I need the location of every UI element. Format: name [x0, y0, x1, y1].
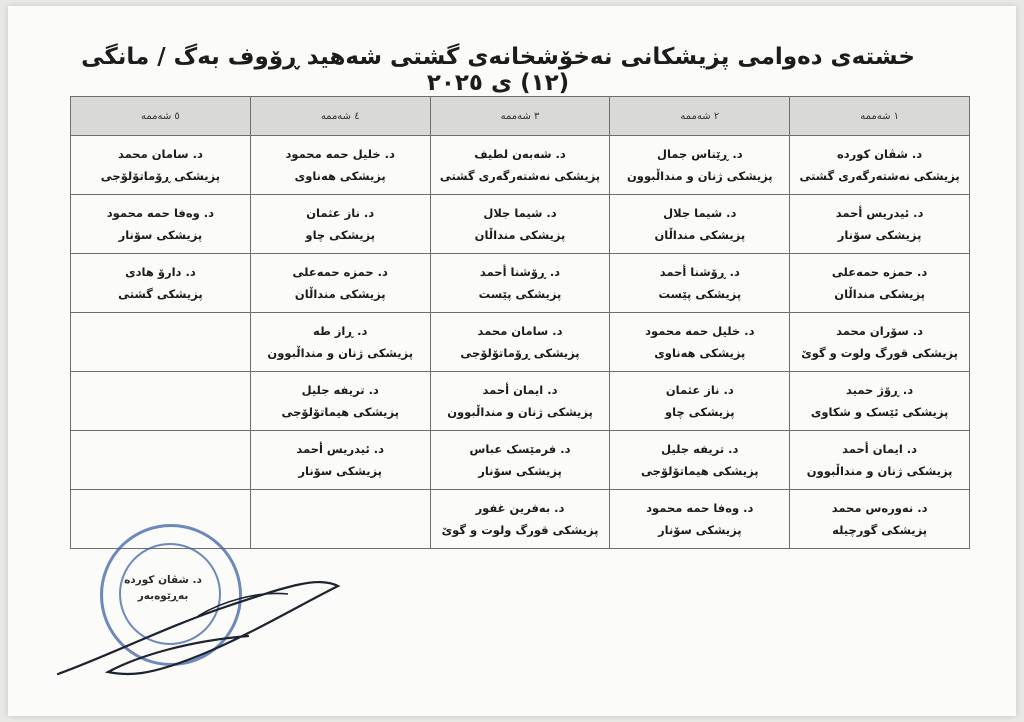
doctor-specialty: پزیشکی نەشتەرگەری گشتی [439, 168, 601, 183]
schedule-cell [430, 431, 610, 490]
doctor-name: د. سامان محمد [117, 146, 203, 161]
doctor-name: د. ڕێناس جمال [657, 146, 743, 161]
schedule-cell [430, 313, 610, 372]
header-row [71, 97, 970, 136]
doctor-specialty: پزیشکی سۆنار [837, 227, 922, 242]
schedule-cell [250, 490, 430, 549]
doctor-name: د. شیما جلال [483, 205, 557, 220]
doctor-name: د. ڕاز طه [312, 323, 368, 338]
schedule-cell [610, 490, 790, 549]
schedule-cell [71, 136, 251, 195]
table-row [71, 431, 970, 490]
doctor-specialty: پزیشکی ڕۆماتۆلۆجی [100, 168, 221, 183]
doctor-specialty: پزیشکی پێست [658, 286, 742, 301]
column-header-day-4: ٤ شەممە [250, 97, 430, 136]
doctor-name: د. شەبەن لطیف [474, 146, 566, 161]
doctor-name: د. ایمان أحمد [842, 441, 918, 456]
doctor-name: د. خلیل حمە محمود [645, 323, 755, 338]
doctor-specialty: پزیشکی پێست [478, 286, 562, 301]
schedule-cell [610, 254, 790, 313]
doctor-name: د. سۆران محمد [836, 323, 924, 338]
doctor-specialty: پزیشکی ئێسک و شکاوی [810, 404, 949, 419]
schedule-cell [790, 490, 970, 549]
signer-role: بەڕێوەبەر [137, 590, 189, 602]
doctor-specialty: پزیشکی چاو [305, 227, 375, 242]
doctor-specialty: پزیشکی هیماتۆلۆجی [641, 463, 759, 478]
doctor-name: د. ڕۆشنا أحمد [479, 264, 561, 279]
schedule-cell [610, 195, 790, 254]
doctor-specialty: پزیشکی سۆنار [478, 463, 562, 478]
schedule-cell [71, 372, 251, 431]
schedule-cell [610, 372, 790, 431]
doctor-name: د. فرمێسک عباس [469, 441, 571, 456]
column-header-day-2: ٢ شەممە [610, 97, 790, 136]
schedule-table [70, 96, 970, 549]
schedule-cell [430, 254, 610, 313]
page-title: خشتەی دەوامی پزیشکانی نەخۆشخانەی گشتی شەهید ڕۆوف بەگ / مانگی (١٢) ی ٢٠٢٥ [81, 44, 915, 96]
schedule-cell [430, 490, 610, 549]
schedule-cell [430, 195, 610, 254]
column-header-day-3: ٣ شەممە [430, 97, 610, 136]
doctor-specialty: پزیشکی منداڵان [834, 286, 925, 301]
doctor-name: د. بەفرین غفور [475, 500, 565, 515]
doctor-specialty: پزیشکی منداڵان [654, 227, 746, 242]
doctor-name: د. دارۆ هادی [125, 264, 196, 279]
doctor-specialty: پزیشکی ژنان و منداڵبوون [267, 345, 414, 360]
doctor-specialty: پزیشکی قورگ ولوت و گوێ [801, 345, 958, 360]
doctor-name: د. ئیدریس أحمد [835, 205, 924, 220]
doctor-name: د. تریفە جلیل [301, 382, 379, 397]
doctor-name: د. شیما جلال [663, 205, 737, 220]
doctor-specialty: پزیشکی قورگ ولوت و گوێ [441, 522, 599, 537]
doctor-name: د. ناز عثمان [665, 382, 734, 397]
schedule-cell [790, 136, 970, 195]
schedule-cell [790, 313, 970, 372]
schedule-cell [250, 313, 430, 372]
doctor-name: د. حمزە حمەعلی [831, 264, 928, 279]
signature-block [118, 572, 208, 604]
signature-scribble [48, 546, 348, 686]
table-row [71, 313, 970, 372]
doctor-name: د. حمزە حمەعلی [292, 264, 388, 279]
doctor-name: د. ایمان أحمد [482, 382, 558, 397]
schedule-cell [430, 372, 610, 431]
doctor-specialty: پزیشکی گورچیلە [832, 522, 928, 537]
doctor-name: د. شڤان کوردە [836, 146, 923, 161]
schedule-cell [71, 431, 251, 490]
doctor-specialty: پزیشکی هیماتۆلۆجی [281, 404, 399, 419]
schedule-cell [250, 254, 430, 313]
doctor-specialty: پزیشکی منداڵان [294, 286, 386, 301]
schedule-cell [790, 195, 970, 254]
doctor-specialty: پزیشکی ڕۆماتۆلۆجی [460, 345, 580, 360]
table-row [71, 254, 970, 313]
schedule-cell [71, 313, 251, 372]
table-row [71, 195, 970, 254]
doctor-name: د. تریفە جلیل [661, 441, 739, 456]
schedule-cell [250, 372, 430, 431]
doctor-name: د. ناز عثمان [306, 205, 375, 220]
signer-name: د. شڤان کوردە [124, 574, 202, 586]
schedule-cell [790, 372, 970, 431]
schedule-cell [250, 431, 430, 490]
schedule-cell [430, 136, 610, 195]
doctor-specialty: پزیشکی سۆنار [658, 522, 742, 537]
doctor-specialty: پزیشکی گشتی [118, 286, 203, 301]
doctor-specialty: پزیشکی چاو [665, 404, 735, 419]
document-sheet [8, 6, 1016, 716]
schedule-cell [71, 254, 251, 313]
doctor-name: د. ئیدریس أحمد [296, 441, 385, 456]
doctor-specialty: پزیشکی هەناوی [654, 345, 746, 360]
doctor-specialty: پزیشکی ژنان و منداڵبوون [806, 463, 953, 478]
schedule-cell [790, 254, 970, 313]
table-row [71, 372, 970, 431]
doctor-specialty: پزیشکی ژنان و منداڵبوون [626, 168, 773, 183]
schedule-cell [790, 431, 970, 490]
doctor-specialty: پزیشکی ژنان و منداڵبوون [447, 404, 593, 419]
schedule-cell [250, 136, 430, 195]
doctor-specialty: پزیشکی هەناوی [294, 168, 386, 183]
schedule-cell [71, 195, 251, 254]
doctor-specialty: پزیشکی نەشتەرگەری گشتی [799, 168, 960, 183]
schedule-cell [610, 136, 790, 195]
doctor-name: د. نەورەس محمد [831, 500, 928, 515]
doctor-specialty: پزیشکی سۆنار [118, 227, 203, 242]
column-header-day-1: ١ شەممە [790, 97, 970, 136]
column-header-day-5: ٥ شەممە [71, 97, 251, 136]
doctor-name: د. وەفا حمە محمود [646, 500, 754, 515]
table-row [71, 136, 970, 195]
doctor-name: د. سامان محمد [477, 323, 563, 338]
doctor-name: د. ڕۆشنا أحمد [659, 264, 740, 279]
schedule-cell [610, 431, 790, 490]
doctor-name: د. خلیل حمە محمود [285, 146, 395, 161]
doctor-name: د. ڕۆژ حمید [845, 382, 914, 397]
schedule-cell [610, 313, 790, 372]
doctor-specialty: پزیشکی سۆنار [298, 463, 383, 478]
doctor-name: د. وەفا حمە محمود [106, 205, 215, 220]
schedule-cell [250, 195, 430, 254]
doctor-specialty: پزیشکی منداڵان [474, 227, 566, 242]
